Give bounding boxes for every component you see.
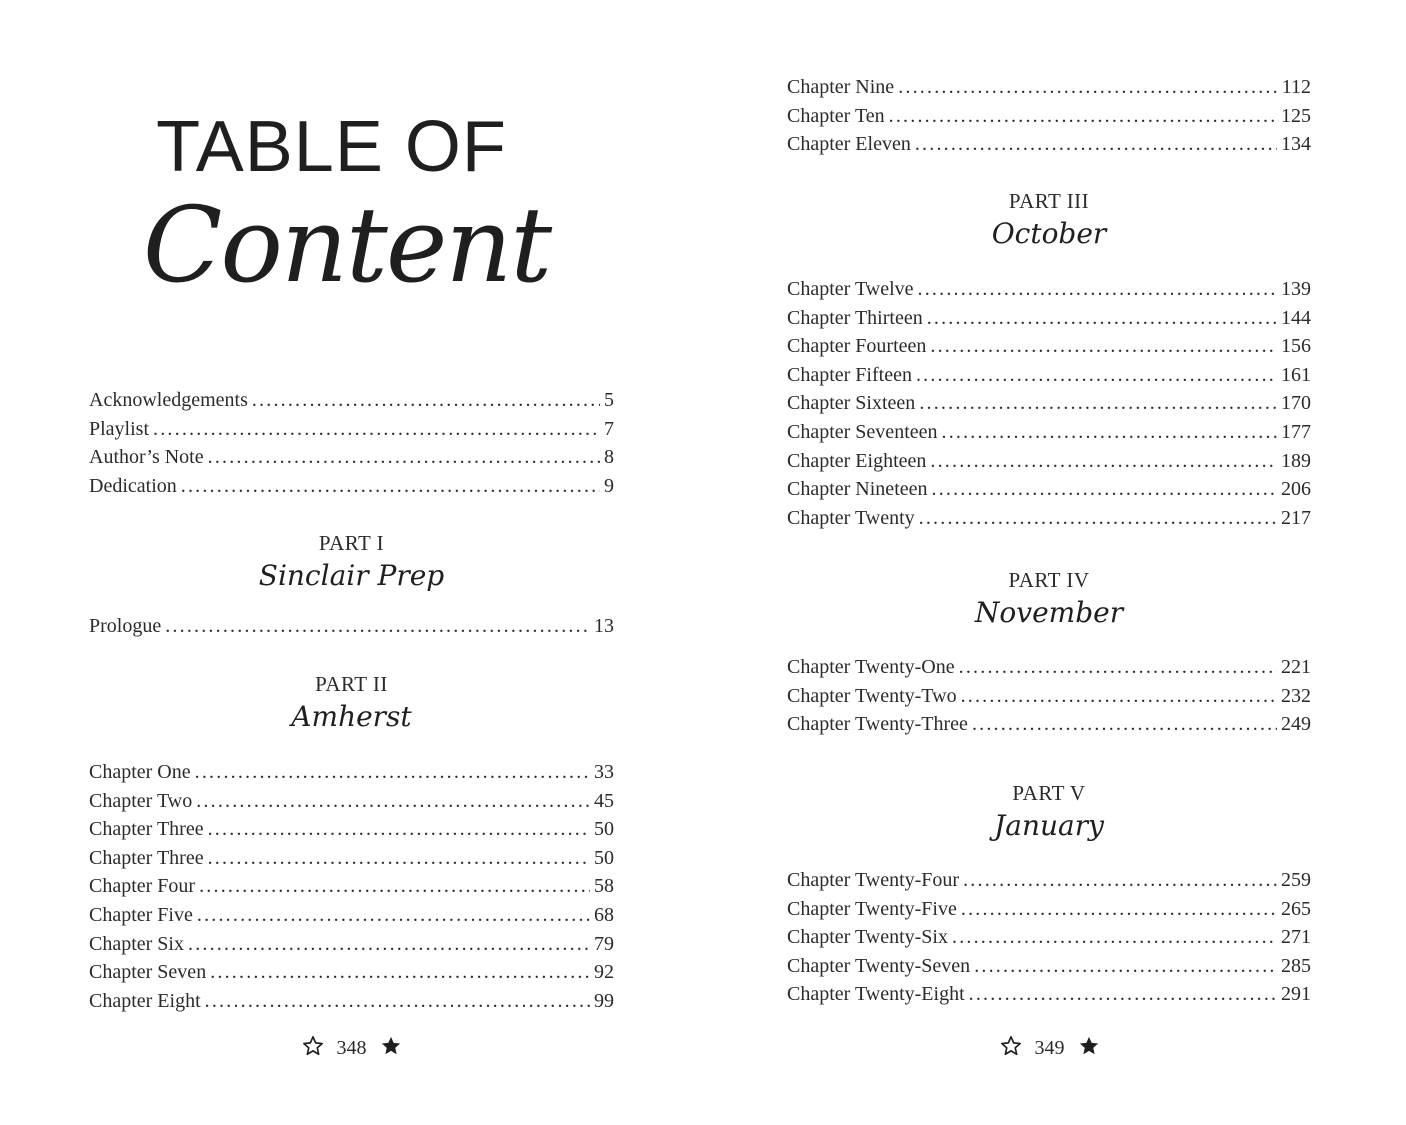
- part-name: November: [974, 596, 1124, 629]
- part-number: PART V: [1012, 781, 1086, 805]
- dot-leader: [196, 787, 590, 816]
- toc-entry-page: 249: [1281, 713, 1311, 736]
- toc-entry-page: 125: [1281, 104, 1311, 127]
- toc-entry-label: Chapter Eight: [89, 989, 201, 1012]
- toc-entry: [787, 653, 1311, 682]
- toc-entry: [787, 923, 1311, 952]
- folio-right: [787, 1034, 1312, 1062]
- dot-leader: [208, 815, 590, 844]
- toc-entry-label: Chapter Thirteen: [787, 306, 923, 329]
- part-2-heading: [89, 671, 614, 737]
- toc-entry-label: Chapter Twelve: [787, 278, 914, 300]
- toc-entry-page: 221: [1281, 656, 1311, 678]
- toc-entry-label: Chapter Six: [89, 932, 184, 955]
- toc-title: [89, 107, 614, 306]
- dot-leader: [165, 612, 590, 641]
- star-filled-icon: [1078, 1037, 1100, 1059]
- part-3-list: [787, 275, 1311, 532]
- toc-entry-label: Chapter Fourteen: [787, 335, 927, 358]
- dot-leader: [208, 844, 590, 873]
- toc-entry-label: Chapter Four: [89, 875, 196, 898]
- toc-entry: [89, 930, 614, 959]
- toc-entry-label: Chapter Eighteen: [787, 449, 927, 472]
- toc-entry-label: Chapter Two: [89, 789, 193, 812]
- toc-entry-page: 156: [1281, 335, 1311, 358]
- toc-entry-page: 265: [1281, 897, 1311, 920]
- toc-entry: [89, 815, 614, 844]
- toc-entry: [787, 130, 1311, 159]
- toc-entry-page: 68: [594, 903, 614, 926]
- toc-entry: [89, 872, 614, 901]
- toc-entry-page: 8: [604, 446, 614, 469]
- toc-entry: [89, 386, 614, 415]
- toc-entry: [89, 787, 614, 816]
- toc-entry: [89, 415, 614, 444]
- toc-entry-page: 134: [1281, 133, 1311, 156]
- toc-entry-label: Chapter Twenty-Five: [787, 897, 957, 920]
- toc-entry-label: Chapter Eleven: [787, 133, 911, 156]
- toc-entry: [787, 895, 1311, 924]
- toc-entry-page: 271: [1281, 926, 1311, 949]
- toc-entry-label: Chapter Three: [89, 846, 204, 869]
- toc-entry: [89, 958, 614, 987]
- front-matter-list: [89, 386, 614, 500]
- toc-entry-label: Chapter One: [89, 761, 191, 783]
- dot-leader: [195, 758, 590, 787]
- toc-entry: [89, 472, 614, 501]
- toc-entry: [787, 389, 1311, 418]
- toc-entry-page: 161: [1281, 363, 1311, 386]
- toc-entry-page: 33: [594, 761, 614, 783]
- toc-entry-label: Chapter Twenty: [787, 506, 915, 529]
- dot-leader: [199, 872, 590, 901]
- star-outline-icon: [1000, 1037, 1027, 1059]
- dot-leader: [208, 443, 600, 472]
- toc-entry: [787, 332, 1311, 361]
- part-name: October: [991, 217, 1107, 250]
- toc-entry-page: 112: [1281, 76, 1311, 98]
- toc-entry-page: 99: [594, 989, 614, 1012]
- part-5-heading: [787, 780, 1311, 846]
- part-name: Sinclair Prep: [258, 559, 445, 592]
- dot-leader: [205, 987, 590, 1016]
- toc-entry: [787, 275, 1311, 304]
- dot-leader: [972, 710, 1277, 739]
- toc-entry-page: 177: [1281, 420, 1311, 443]
- dot-leader: [952, 923, 1277, 952]
- toc-entry-label: Chapter Seven: [89, 961, 207, 984]
- dot-leader: [210, 958, 590, 987]
- dot-leader: [963, 866, 1277, 895]
- toc-entry-page: 9: [604, 474, 614, 497]
- page-number: 348: [336, 1037, 367, 1059]
- toc-entry-page: 291: [1281, 983, 1311, 1006]
- dot-leader: [927, 304, 1277, 333]
- dot-leader: [153, 415, 600, 444]
- dot-leader: [974, 952, 1277, 981]
- toc-entry-page: 58: [594, 875, 614, 898]
- part-1-heading: [89, 530, 614, 596]
- toc-entry: [787, 682, 1311, 711]
- toc-entry-label: Acknowledgements: [89, 389, 248, 411]
- toc-entry: [787, 304, 1311, 333]
- toc-entry-label: Author’s Note: [89, 446, 204, 469]
- toc-entry-page: 13: [594, 615, 614, 637]
- part-5-list: [787, 866, 1311, 1009]
- toc-entry: [787, 361, 1311, 390]
- toc-entry-label: Chapter Twenty-Seven: [787, 954, 971, 977]
- dot-leader: [930, 447, 1277, 476]
- toc-entry: [89, 443, 614, 472]
- toc-entry-label: Playlist: [89, 417, 150, 440]
- toc-entry: [787, 866, 1311, 895]
- part-number: PART III: [1008, 189, 1090, 213]
- title-line-script: Content: [142, 184, 551, 306]
- toc-entry-page: 92: [594, 961, 614, 984]
- dot-leader: [889, 102, 1277, 131]
- toc-entry-page: 50: [594, 818, 614, 841]
- toc-entry-label: Chapter Twenty-Three: [787, 713, 968, 736]
- toc-entry: [89, 901, 614, 930]
- dot-leader: [961, 682, 1277, 711]
- toc-entry-page: 50: [594, 846, 614, 869]
- toc-entry: [89, 758, 614, 787]
- part-4-list: [787, 653, 1311, 739]
- toc-entry-page: 7: [604, 417, 614, 440]
- dot-leader: [930, 332, 1277, 361]
- toc-entry-label: Dedication: [89, 474, 177, 497]
- toc-entry-label: Chapter Seventeen: [787, 420, 938, 443]
- dot-leader: [919, 389, 1277, 418]
- toc-entry-label: Chapter Twenty-One: [787, 656, 955, 678]
- toc-entry: [787, 980, 1311, 1009]
- part-3-heading: [787, 188, 1311, 254]
- toc-entry: [787, 418, 1311, 447]
- dot-leader: [898, 73, 1278, 102]
- dot-leader: [197, 901, 590, 930]
- toc-entry: [787, 504, 1311, 533]
- toc-entry-label: Chapter Twenty-Two: [787, 684, 957, 707]
- toc-entry-page: 259: [1281, 869, 1311, 891]
- continued-list: [787, 73, 1311, 159]
- toc-entry-label: Chapter Twenty-Eight: [787, 983, 965, 1006]
- toc-entry: [787, 952, 1311, 981]
- toc-entry-label: Chapter Sixteen: [787, 392, 916, 415]
- star-filled-icon: [380, 1037, 402, 1059]
- toc-entry-page: 189: [1281, 449, 1311, 472]
- toc-entry-page: 79: [594, 932, 614, 955]
- toc-entry-label: Chapter Nineteen: [787, 478, 928, 501]
- toc-entry: [89, 844, 614, 873]
- part-number: PART I: [318, 531, 385, 555]
- dot-leader: [919, 504, 1277, 533]
- toc-entry: [787, 73, 1311, 102]
- folio-left: [89, 1034, 614, 1062]
- title-line-main: TABLE OF: [156, 107, 507, 187]
- dot-leader: [942, 418, 1278, 447]
- toc-entry-page: 45: [594, 789, 614, 812]
- part-name: Amherst: [291, 700, 412, 733]
- toc-entry-label: Chapter Five: [89, 903, 193, 926]
- page-number: 349: [1034, 1037, 1065, 1059]
- dot-leader: [915, 130, 1277, 159]
- toc-entry: [89, 612, 614, 641]
- dot-leader: [959, 653, 1277, 682]
- toc-entry: [89, 987, 614, 1016]
- part-name: January: [994, 809, 1104, 842]
- dot-leader: [252, 386, 600, 415]
- toc-entry-label: Chapter Ten: [787, 104, 885, 127]
- toc-entry-label: Prologue: [89, 615, 162, 637]
- toc-entry-page: 217: [1281, 506, 1311, 529]
- toc-entry: [787, 710, 1311, 739]
- star-outline-icon: [302, 1037, 329, 1059]
- part-number: PART IV: [1008, 568, 1090, 592]
- dot-leader: [918, 275, 1277, 304]
- part-number: PART II: [315, 672, 388, 696]
- toc-entry-page: 285: [1281, 954, 1311, 977]
- part-1-list: [89, 612, 614, 641]
- toc-entry: [787, 447, 1311, 476]
- toc-entry-page: 206: [1281, 478, 1311, 501]
- toc-entry-page: 232: [1281, 684, 1311, 707]
- toc-entry-page: 144: [1281, 306, 1311, 329]
- dot-leader: [188, 930, 590, 959]
- dot-leader: [932, 475, 1278, 504]
- dot-leader: [181, 472, 600, 501]
- toc-entry-label: Chapter Fifteen: [787, 363, 912, 386]
- dot-leader: [969, 980, 1277, 1009]
- toc-entry-label: Chapter Three: [89, 818, 204, 841]
- toc-entry: [787, 102, 1311, 131]
- dot-leader: [961, 895, 1277, 924]
- part-2-list: [89, 758, 614, 1015]
- toc-entry-label: Chapter Nine: [787, 76, 895, 98]
- toc-entry-page: 5: [604, 389, 614, 411]
- toc-entry-label: Chapter Twenty-Six: [787, 926, 948, 949]
- dot-leader: [916, 361, 1277, 390]
- toc-entry-page: 139: [1281, 278, 1311, 300]
- toc-entry-page: 170: [1281, 392, 1311, 415]
- part-4-heading: [787, 567, 1311, 633]
- toc-entry: [787, 475, 1311, 504]
- toc-entry-label: Chapter Twenty-Four: [787, 869, 960, 891]
